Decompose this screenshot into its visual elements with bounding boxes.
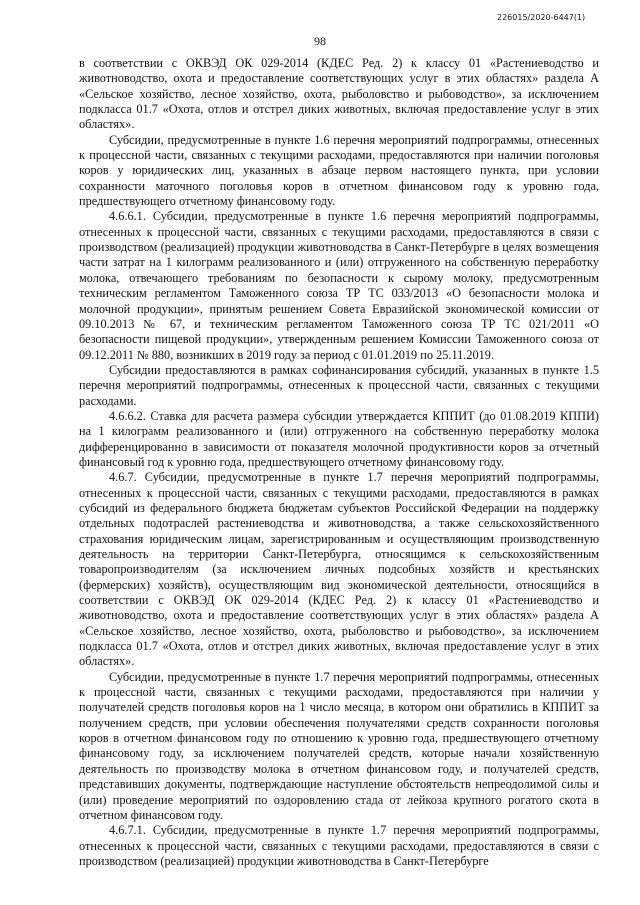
- paragraph: в соответствии с ОКВЭД ОК 029-2014 (КДЕС Ред. 2) к классу 01 «Растениеводство и животноводство, охота и предоставление соответствующих услуг в этих областях» раздела А «Сельское хозяйство, лесное хозяйство, охота, рыболовство и рыбоводство», за исключением подкласса 01.7 «Охота, отлов и отстрел диких животных, включая предоставление услуг в этих областях».: [79, 56, 599, 132]
- page-number: 98: [314, 34, 326, 48]
- document-id: 226015/2020-6447(1): [497, 13, 586, 22]
- paragraph: 4.6.7. Субсидии, предусмотренные в пункте 1.7 перечня мероприятий подпрограммы, отнесенных к процессной части, связанных с текущими расходами, предоставляются в рамках субсидий из федерального бюджета бюджетам субъектов Российской Федерации на поддержку отдельных подотраслей растениеводства и животноводства, а также сельскохозяйственного страхования юридическим лицам, зарегистрированным и осуществляющим производственную деятельность на территории Санкт-Петербурга, относящимся к сельскохозяйственным товаропроизводителям (за исключением личных подсобных хозяйств и крестьянских (фермерских) хозяйств), осуществляющим вид экономической деятельности, относящийся в соответствии с ОКВЭД ОК 029-2014 (КДЕС Ред. 2) к классу 01 «Растениеводство и животноводство, охота и предоставление соответствующих услуг в этих областях» раздела А «Сельское хозяйство, лесное хозяйство, охота, рыболовство и рыбоводство», за исключением подкласса 01.7 «Охота, отлов и отстрел диких животных, включая предоставление услуг в этих областях».: [79, 470, 599, 669]
- paragraph: 4.6.6.2. Ставка для расчета размера субсидии утверждается КППИТ (до 01.08.2019 КППИ) на 1 килограмм реализованного и (или) отгруженного на собственную переработку молока дифференцированно в зависимости от показателя молочной продуктивности коров за отчетный финансовый год к уровню года, предшествующего отчетному финансовому году.: [79, 408, 599, 469]
- paragraph: Субсидии, предусмотренные в пункте 1.7 перечня мероприятий подпрограммы, отнесенных к процессной части, связанных с текущими расходами, предоставляются при наличии у получателей средств поголовья коров на 1 число месяца, в котором они обратились в КППИТ за получением средств, при условии обеспечения получателями средств сохранности поголовья коров в отчетном финансовом году по отношению к уровню года, предшествующего отчетному финансовому году, за исключением получателей средств, которые начали хозяйственную деятельность по производству молока в отчетном финансовом году, и получателей средств, представивших документы, подтверждающие наступление обстоятельств непреодолимой силы и (или) проведение мероприятий по оздоровлению стада от лейкоза крупного рогатого скота в отчетном финансовом году.: [79, 669, 599, 822]
- paragraph: 4.6.6.1. Субсидии, предусмотренные в пункте 1.6 перечня мероприятий подпрограммы, отнесенных к процессной части, связанных с текущими расходами, предоставляются в связи с производством (реализацией) продукции животноводства в Санкт-Петербурге в целях возмещения части затрат на 1 килограмм реализованного и (или) отгруженного на собственную переработку молока, отвечающего требованиям по безопасности к сырому молоку, предусмотренным техническим регламентом Таможенного союза ТР ТС 033/2013 «О безопасности молока и молочной продукции», принятым решением Совета Евразийской экономической комиссии от 09.10.2013 № 67, и техническим регламентом Таможенного союза ТР ТС 021/2011 «О безопасности пищевой продукции», утвержденным решением Комиссии Таможенного союза от 09.12.2011 № 880, возникших в 2019 году за период с 01.01.2019 по 25.11.2019.: [79, 209, 599, 362]
- paragraph: Субсидии предоставляются в рамках софинансирования субсидий, указанных в пункте 1.5 перечня мероприятий подпрограммы, отнесенных к процессной части, связанных с текущими расходами.: [79, 362, 599, 408]
- document-body: [79, 56, 599, 869]
- paragraph: 4.6.7.1. Субсидии, предусмотренные в пункте 1.7 перечня мероприятий подпрограммы, отнесенных к процессной части, связанных с текущими расходами, предоставляются в связи с производством (реализацией) продукции животноводства в Санкт-Петербурге: [79, 823, 599, 868]
- paragraph: Субсидии, предусмотренные в пункте 1.6 перечня мероприятий подпрограммы, отнесенных к процессной части, связанных с текущими расходами, предоставляются при наличии поголовья коров у юридических лиц, указанных в абзаце первом настоящего пункта, при условии сохранности маточного поголовья коров в отчетном финансовом году к уровню года, предшествующего отчетному финансовому году.: [79, 132, 599, 209]
